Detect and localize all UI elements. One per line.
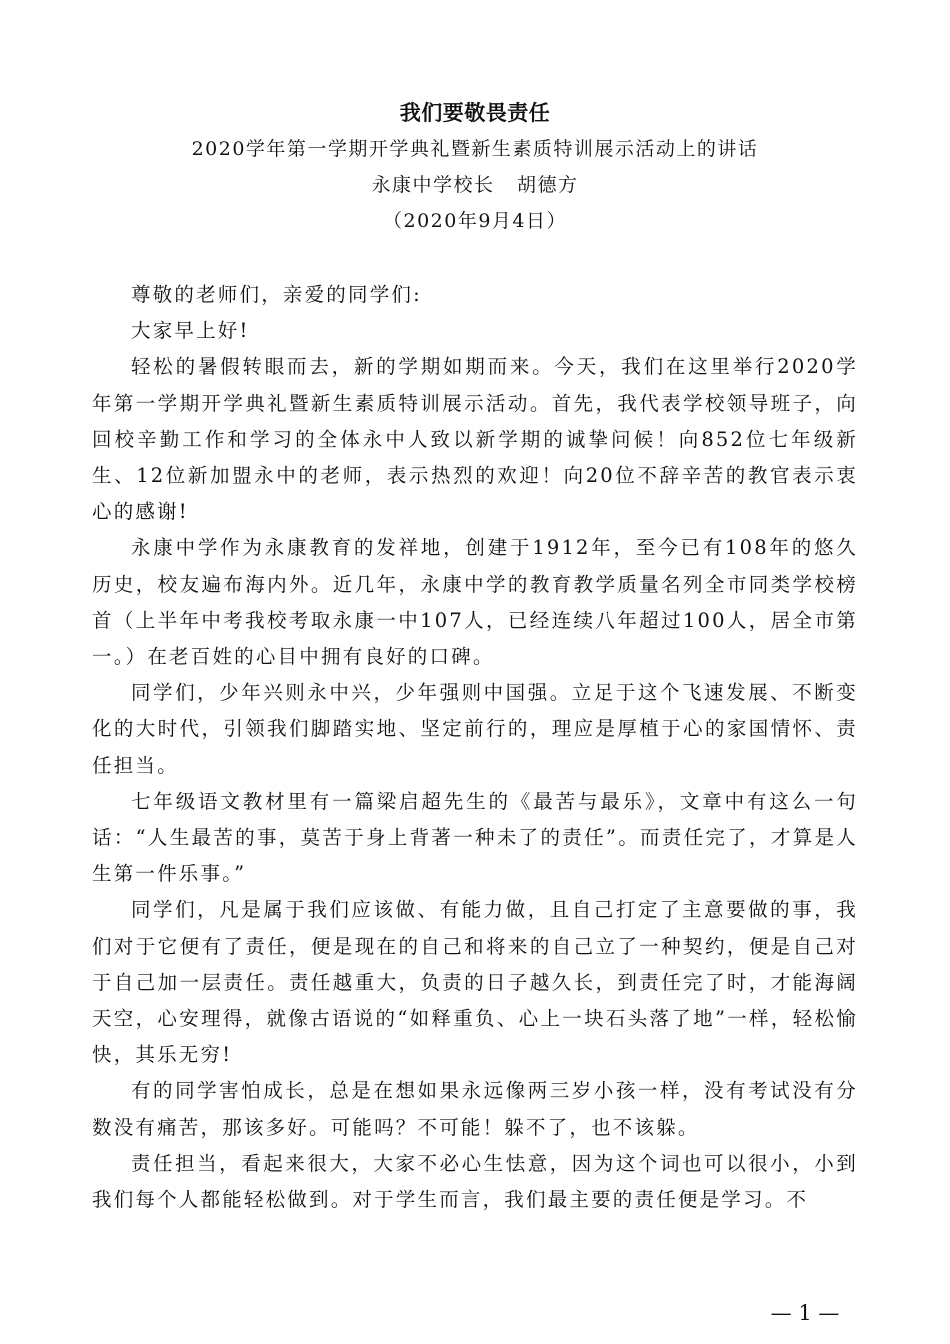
body-paragraph: 责任担当，看起来很大，大家不必心生怯意，因为这个词也可以很小，小到我们每个人都能轻松做到。对于学生而言，我们最主要的责任便是学习。不	[92, 1151, 858, 1212]
body-paragraph: 有的同学害怕成长，总是在想如果永远像两三岁小孩一样，没有考试没有分数没有痛苦，那该多好。可能吗？不可能！躲不了，也不该躲。	[92, 1079, 858, 1139]
body-paragraph: 七年级语文教材里有一篇梁启超先生的《最苦与最乐》，文章中有这么一句话：“人生最苦的事，莫苦于身上背著一种未了的责任”。而责任完了，才算是人生第一件乐事。”	[92, 789, 858, 886]
speech-date: （2020年9月4日）	[382, 210, 568, 232]
body-paragraph: 同学们，少年兴则永中兴，少年强则中国强。立足于这个飞速发展、不断变化的大时代，引领我们脚踏实地、坚定前行的，理应是厚植于心的家国情怀、责任担当。	[92, 681, 858, 777]
page-number: — 1 —	[770, 1301, 840, 1325]
document-header	[0, 94, 950, 239]
speaker-line: 永康中学校长 胡德方	[371, 174, 579, 196]
body-paragraph: 永康中学作为永康教育的发祥地，创建于1912年，至今已有108年的悠久历史，校友遍布海内外。近几年，永康中学的教育教学质量名列全市同类学校榜首（上半年中考我校考取永康一中107人，已经连续八年超过100人，居全市第一。）在老百姓的心目中拥有良好的口碑。	[92, 536, 858, 669]
speech-body	[92, 277, 858, 1218]
body-paragraph: 轻松的暑假转眼而去，新的学期如期而来。今天，我们在这里举行2020学年第一学期开学典礼暨新生素质特训展示活动。首先，我代表学校领导班子，向回校辛勤工作和学习的全体永中人致以新学期的诚挚问候！向852位七年级新生、12位新加盟永中的老师，表示热烈的欢迎！向20位不辞辛苦的教官表示衷心的感谢!	[92, 355, 858, 524]
salutation-audience: 尊敬的老师们，亲爱的同学们:	[131, 283, 422, 306]
body-paragraph: 同学们，凡是属于我们应该做、有能力做，且自己打定了主意要做的事，我们对于它便有了责任，便是现在的自己和将来的自己立了一种契约，便是自己对于自己加一层责任。责任越重大，负责的日子越久长，到责任完了时，才能海阔天空，心安理得，就像古语说的“如释重负、心上一块石头落了地”一样，轻松愉快，其乐无穷!	[92, 898, 858, 1067]
document-subtitle: 2020学年第一学期开学典礼暨新生素质特训展示活动上的讲话	[191, 138, 759, 160]
document-title: 我们要敬畏责任	[399, 100, 551, 125]
salutation-greeting: 大家早上好!	[131, 319, 250, 343]
